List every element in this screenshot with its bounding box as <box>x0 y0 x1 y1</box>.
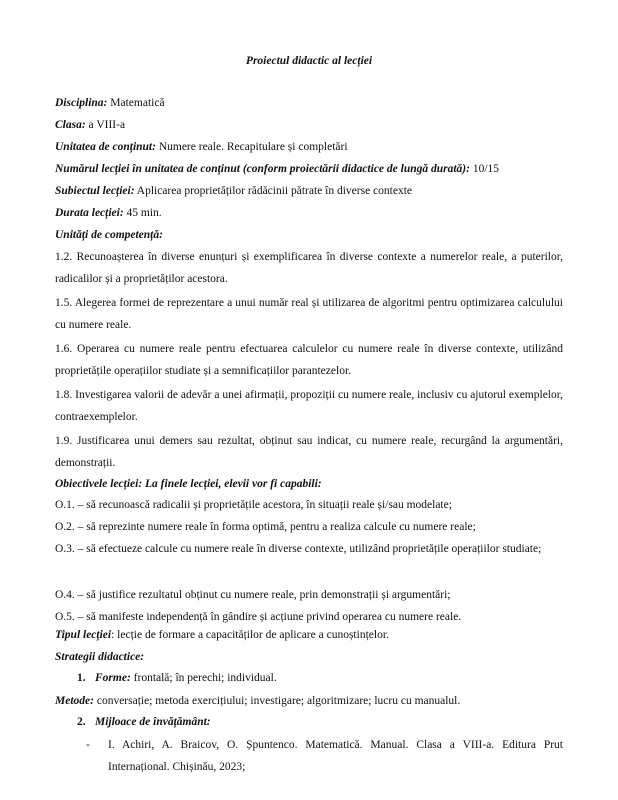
competency-item: 1.9. Justificarea unui demers sau rezultat, obținut sau indicat, cu numere reale, recurgând la argumentări, demonstrații. <box>55 435 563 469</box>
field-label: Durata lecției: <box>55 207 124 219</box>
lesson-type-label: Tipul lecției <box>55 629 112 641</box>
field-label: Unitatea de conținut: <box>55 141 156 153</box>
document-title: Proiectul didactic al lecției <box>245 55 373 67</box>
lesson-type-value: : lecție de formare a capacităților de aplicare a cunoștințelor. <box>111 629 389 641</box>
objective-item: O.4. – să justifice rezultatul obținut cu numere reale, prin demonstrații și argumentări; <box>55 589 451 601</box>
field-value: a VIII-a <box>85 119 126 131</box>
competency-item: 1.8. Investigarea valorii de adevăr a unei afirmații, propoziții cu numere reale, inclusiv cu ajutorul exemplelor, contraexemplelor. <box>55 389 563 423</box>
field-duration <box>55 206 563 220</box>
bullet-text: I. Achiri, A. Braicov, O. Șpuntenco. Matematică. Manual. Clasa a VIII-a. Editura Prut Internațional. Chișinău, 2023; <box>108 739 563 773</box>
field-content-unit <box>55 140 563 154</box>
forms-label: Forme: <box>95 672 131 684</box>
bullet-dash: - <box>86 739 90 751</box>
objectives-heading: Obiectivele lecției: La finele lecției, elevii vor fi capabili: <box>55 478 322 490</box>
lesson-type <box>55 628 563 642</box>
competency-item: 1.5. Alegerea formei de reprezentare a unui număr real și utilizarea de algoritmi pentru optimizarea calculului cu numere reale. <box>55 297 563 331</box>
objective-item: O.2. – să reprezinte numere reale în forma optimă, pentru a realiza calcule cu numere reale; <box>55 521 476 533</box>
competency-item: 1.6. Operarea cu numere reale pentru efectuarea calculelor cu numere reale în diverse contexte, utilizând proprietățile operațiilor studiate și a semnificațiilor parantezelor. <box>55 343 563 377</box>
field-value: Numere reale. Recapitulare și completări <box>155 141 348 153</box>
field-discipline <box>55 96 563 110</box>
methods-line <box>55 694 563 708</box>
forms-value: frontală; în perechi; individual. <box>130 672 277 684</box>
field-value: Aplicarea proprietăților rădăcinii pătrate în diverse contexte <box>134 185 413 197</box>
list-number: 2. <box>77 716 86 728</box>
competency-item: 1.2. Recunoașterea în diverse enunțuri și exemplificarea în diverse contexte a numerelor reale, a puterilor, radicalilor și a proprietăților acestora. <box>55 251 563 285</box>
field-label: Numărul lecției în unitatea de conținut (conform proiectării didactice de lungă durată): <box>55 163 470 175</box>
field-value: 45 min. <box>123 207 162 219</box>
field-lesson-number <box>55 162 563 176</box>
means-item <box>77 716 211 728</box>
methods-label: Metode: <box>55 695 94 707</box>
field-label: Disciplina: <box>55 97 108 109</box>
objective-item: O.3. – să efectueze calcule cu numere reale în diverse contexte, utilizând proprietățile operațiilor studiate; <box>55 543 542 555</box>
methods-value: conversație; metoda exercițiului; investigare; algoritmizare; lucru cu manualul. <box>93 695 461 707</box>
competencies-heading: Unități de competență: <box>55 229 163 241</box>
means-label: Mijloace de învățământ: <box>95 716 211 728</box>
field-label: Clasa: <box>55 119 86 131</box>
objective-item: O.5. – să manifeste independență în gândire și acțiune privind operarea cu numere reale. <box>55 611 462 623</box>
means-bullet-item <box>86 734 563 778</box>
field-value: Matematică <box>107 97 165 109</box>
list-number: 1. <box>77 672 86 684</box>
field-value: 10/15 <box>469 163 500 175</box>
field-lesson-subject <box>55 184 563 198</box>
objective-item: O.1. – să recunoască radicalii și proprietățile acestora, în situații reale și/sau modelate; <box>55 499 452 511</box>
forms-item <box>77 672 277 684</box>
strategies-heading: Strategii didactice: <box>55 651 145 663</box>
field-class <box>55 118 563 132</box>
field-label: Subiectul lecției: <box>55 185 135 197</box>
